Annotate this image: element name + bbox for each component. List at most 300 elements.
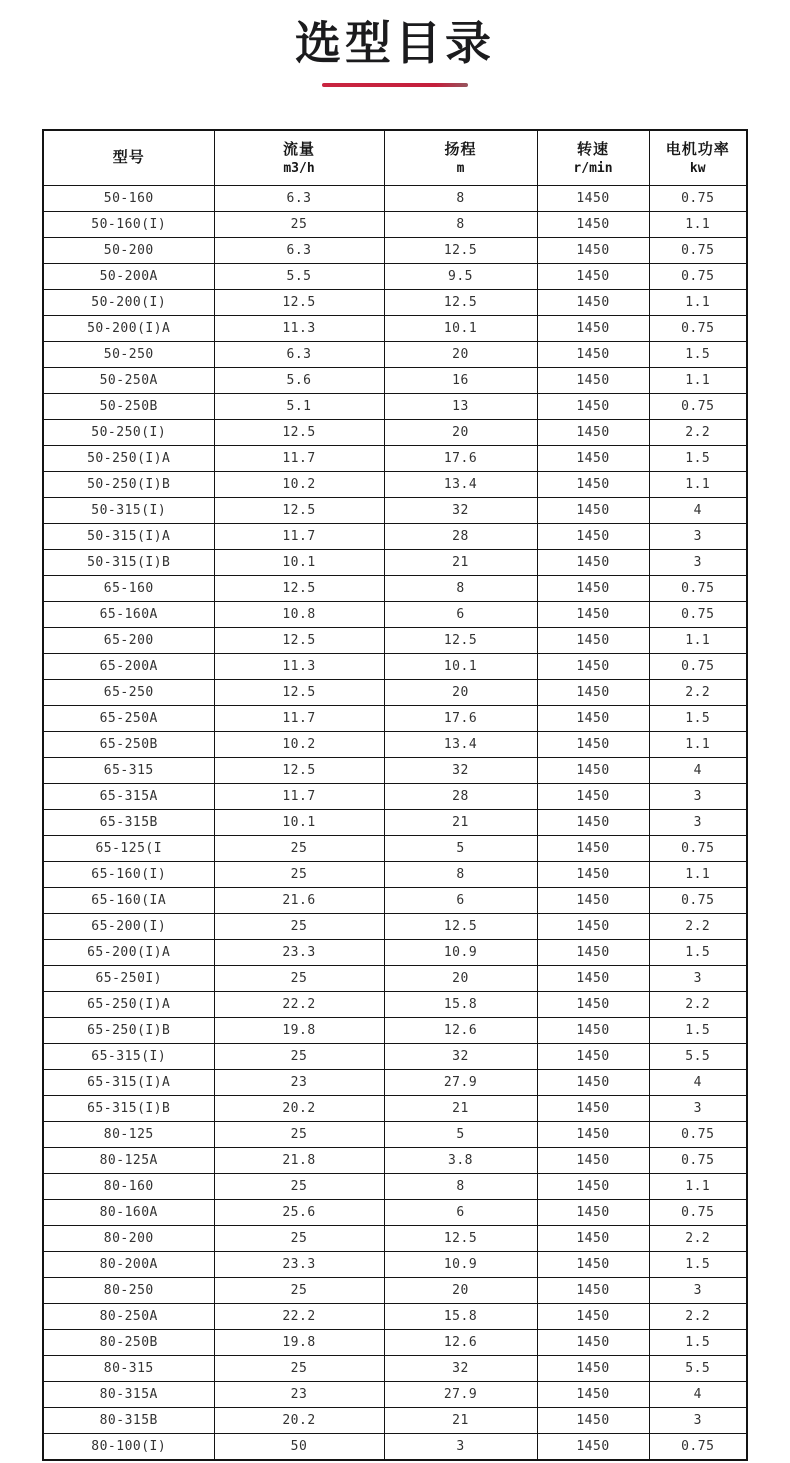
table-cell: 25	[214, 1122, 384, 1148]
table-cell: 16	[384, 368, 537, 394]
table-cell: 1450	[537, 940, 649, 966]
table-cell: 12.5	[384, 290, 537, 316]
table-cell: 10.9	[384, 940, 537, 966]
table-cell: 1.1	[649, 212, 747, 238]
table-cell: 19.8	[214, 1330, 384, 1356]
table-cell: 13.4	[384, 472, 537, 498]
table-cell: 1450	[537, 1044, 649, 1070]
table-cell: 10.1	[214, 810, 384, 836]
column-header-4	[537, 130, 649, 186]
table-cell: 65-315A	[43, 784, 214, 810]
table-cell: 65-315B	[43, 810, 214, 836]
table-cell: 5	[384, 836, 537, 862]
table-cell: 1450	[537, 420, 649, 446]
column-label: 转速	[576, 140, 609, 158]
table-cell: 1450	[537, 368, 649, 394]
table-cell: 8	[384, 576, 537, 602]
table-row	[43, 1434, 747, 1461]
table-cell: 1450	[537, 1122, 649, 1148]
column-header-3	[384, 130, 537, 186]
table-cell: 12.5	[384, 914, 537, 940]
table-cell: 3	[384, 1434, 537, 1461]
table-cell: 1450	[537, 1408, 649, 1434]
table-cell: 1450	[537, 316, 649, 342]
table-body	[43, 186, 747, 1461]
table-cell: 1450	[537, 1330, 649, 1356]
table-cell: 2.2	[649, 914, 747, 940]
table-row	[43, 186, 747, 212]
table-row	[43, 810, 747, 836]
table-cell: 1.5	[649, 342, 747, 368]
table-cell: 50-250(I)B	[43, 472, 214, 498]
table-cell: 17.6	[384, 446, 537, 472]
table-cell: 4	[649, 498, 747, 524]
table-cell: 80-100(I)	[43, 1434, 214, 1461]
table-cell: 12.5	[384, 628, 537, 654]
table-cell: 0.75	[649, 264, 747, 290]
table-cell: 65-250A	[43, 706, 214, 732]
table-row	[43, 654, 747, 680]
table-cell: 1450	[537, 290, 649, 316]
table-cell: 65-200(I)	[43, 914, 214, 940]
table-row	[43, 394, 747, 420]
table-cell: 6.3	[214, 342, 384, 368]
table-cell: 80-315	[43, 1356, 214, 1382]
table-cell: 65-160(IA	[43, 888, 214, 914]
table-row	[43, 966, 747, 992]
table-cell: 1450	[537, 914, 649, 940]
table-row	[43, 342, 747, 368]
table-cell: 1.5	[649, 1252, 747, 1278]
table-cell: 5.1	[214, 394, 384, 420]
table-cell: 50	[214, 1434, 384, 1461]
table-cell: 23	[214, 1070, 384, 1096]
table-cell: 1450	[537, 342, 649, 368]
table-cell: 8	[384, 212, 537, 238]
table-cell: 65-200	[43, 628, 214, 654]
table-cell: 23.3	[214, 940, 384, 966]
table-row	[43, 264, 747, 290]
table-cell: 1450	[537, 706, 649, 732]
table-cell: 3	[649, 1408, 747, 1434]
title-underline-decoration	[322, 83, 468, 87]
table-cell: 65-160	[43, 576, 214, 602]
table-cell: 65-315(I)A	[43, 1070, 214, 1096]
table-cell: 21	[384, 1096, 537, 1122]
table-cell: 3	[649, 524, 747, 550]
table-row	[43, 316, 747, 342]
table-cell: 1450	[537, 862, 649, 888]
table-cell: 1450	[537, 966, 649, 992]
table-cell: 5.5	[649, 1044, 747, 1070]
table-row	[43, 888, 747, 914]
table-row	[43, 498, 747, 524]
table-row	[43, 1278, 747, 1304]
table-cell: 5.6	[214, 368, 384, 394]
table-cell: 5.5	[214, 264, 384, 290]
table-row	[43, 1148, 747, 1174]
table-cell: 65-250(I)B	[43, 1018, 214, 1044]
table-row	[43, 940, 747, 966]
table-cell: 15.8	[384, 1304, 537, 1330]
table-cell: 10.2	[214, 732, 384, 758]
table-cell: 2.2	[649, 1304, 747, 1330]
table-cell: 12.5	[214, 576, 384, 602]
table-cell: 19.8	[214, 1018, 384, 1044]
table-cell: 20	[384, 1278, 537, 1304]
table-cell: 50-250(I)A	[43, 446, 214, 472]
table-cell: 1450	[537, 550, 649, 576]
table-cell: 1450	[537, 1278, 649, 1304]
table-cell: 10.2	[214, 472, 384, 498]
table-row	[43, 1252, 747, 1278]
table-cell: 1450	[537, 1018, 649, 1044]
table-cell: 8	[384, 1174, 537, 1200]
table-cell: 2.2	[649, 420, 747, 446]
table-row	[43, 576, 747, 602]
table-cell: 65-200(I)A	[43, 940, 214, 966]
table-cell: 25	[214, 1226, 384, 1252]
table-cell: 15.8	[384, 992, 537, 1018]
table-cell: 1.5	[649, 446, 747, 472]
table-row	[43, 212, 747, 238]
table-cell: 80-160	[43, 1174, 214, 1200]
table-cell: 80-250	[43, 1278, 214, 1304]
table-header-row	[43, 130, 747, 186]
table-cell: 1450	[537, 446, 649, 472]
table-cell: 3	[649, 1278, 747, 1304]
table-cell: 25	[214, 1278, 384, 1304]
table-cell: 6.3	[214, 238, 384, 264]
table-cell: 0.75	[649, 836, 747, 862]
table-row	[43, 706, 747, 732]
table-cell: 12.5	[214, 758, 384, 784]
table-row	[43, 1356, 747, 1382]
table-cell: 3	[649, 810, 747, 836]
table-cell: 1450	[537, 992, 649, 1018]
table-cell: 20.2	[214, 1408, 384, 1434]
table-cell: 5.5	[649, 1356, 747, 1382]
table-cell: 1450	[537, 498, 649, 524]
table-cell: 27.9	[384, 1382, 537, 1408]
table-cell: 65-125(I	[43, 836, 214, 862]
column-header-1	[43, 130, 214, 186]
table-cell: 50-200A	[43, 264, 214, 290]
table-cell: 25	[214, 1356, 384, 1382]
table-cell: 2.2	[649, 1226, 747, 1252]
table-row	[43, 1096, 747, 1122]
table-cell: 23	[214, 1382, 384, 1408]
table-cell: 80-200A	[43, 1252, 214, 1278]
table-cell: 12.6	[384, 1330, 537, 1356]
table-cell: 10.8	[214, 602, 384, 628]
table-cell: 0.75	[649, 654, 747, 680]
table-cell: 22.2	[214, 992, 384, 1018]
table-cell: 21.6	[214, 888, 384, 914]
table-cell: 25	[214, 212, 384, 238]
table-cell: 17.6	[384, 706, 537, 732]
table-row	[43, 1304, 747, 1330]
table-row	[43, 420, 747, 446]
table-cell: 11.7	[214, 784, 384, 810]
table-cell: 80-250B	[43, 1330, 214, 1356]
table-cell: 6.3	[214, 186, 384, 212]
table-cell: 28	[384, 784, 537, 810]
table-cell: 1450	[537, 628, 649, 654]
table-row	[43, 1226, 747, 1252]
table-cell: 20.2	[214, 1096, 384, 1122]
column-unit: kw	[689, 160, 706, 176]
table-cell: 21	[384, 550, 537, 576]
table-cell: 32	[384, 1356, 537, 1382]
table-cell: 25	[214, 836, 384, 862]
table-row	[43, 1122, 747, 1148]
table-row	[43, 446, 747, 472]
table-row	[43, 1018, 747, 1044]
table-cell: 65-160A	[43, 602, 214, 628]
column-unit: m3/h	[283, 160, 315, 176]
table-cell: 80-125	[43, 1122, 214, 1148]
table-cell: 1450	[537, 1148, 649, 1174]
table-cell: 1450	[537, 758, 649, 784]
table-cell: 1450	[537, 576, 649, 602]
table-cell: 0.75	[649, 888, 747, 914]
table-cell: 32	[384, 758, 537, 784]
table-cell: 32	[384, 1044, 537, 1070]
table-row	[43, 1330, 747, 1356]
table-row	[43, 1070, 747, 1096]
selection-catalog-table	[42, 129, 748, 1461]
table-row	[43, 628, 747, 654]
table-cell: 25	[214, 914, 384, 940]
table-cell: 1450	[537, 186, 649, 212]
table-cell: 80-125A	[43, 1148, 214, 1174]
table-cell: 10.9	[384, 1252, 537, 1278]
table-row	[43, 1382, 747, 1408]
table-cell: 1450	[537, 1434, 649, 1461]
table-cell: 1450	[537, 1070, 649, 1096]
column-unit: m	[456, 160, 465, 176]
table-cell: 12.5	[214, 628, 384, 654]
table-cell: 12.5	[214, 498, 384, 524]
table-row	[43, 238, 747, 264]
table-cell: 6	[384, 602, 537, 628]
table-cell: 50-200(I)	[43, 290, 214, 316]
table-cell: 50-250A	[43, 368, 214, 394]
table-cell: 80-315A	[43, 1382, 214, 1408]
table-cell: 65-315(I)	[43, 1044, 214, 1070]
table-cell: 50-160	[43, 186, 214, 212]
table-cell: 27.9	[384, 1070, 537, 1096]
table-cell: 50-200(I)A	[43, 316, 214, 342]
table-cell: 1450	[537, 1174, 649, 1200]
table-cell: 12.5	[384, 238, 537, 264]
table-cell: 1450	[537, 1200, 649, 1226]
table-cell: 50-250	[43, 342, 214, 368]
table-row	[43, 680, 747, 706]
column-label: 扬程	[444, 140, 477, 158]
table-cell: 12.5	[384, 1226, 537, 1252]
table-cell: 1450	[537, 1252, 649, 1278]
table-row	[43, 784, 747, 810]
table-cell: 3	[649, 966, 747, 992]
table-cell: 11.3	[214, 654, 384, 680]
table-cell: 3	[649, 1096, 747, 1122]
table-cell: 13	[384, 394, 537, 420]
table-cell: 1450	[537, 1356, 649, 1382]
table-cell: 3	[649, 550, 747, 576]
table-cell: 80-200	[43, 1226, 214, 1252]
table-cell: 25	[214, 862, 384, 888]
table-row	[43, 472, 747, 498]
table-cell: 4	[649, 758, 747, 784]
table-cell: 1450	[537, 472, 649, 498]
table-cell: 50-200	[43, 238, 214, 264]
table-cell: 0.75	[649, 394, 747, 420]
table-cell: 11.7	[214, 524, 384, 550]
table-cell: 65-315	[43, 758, 214, 784]
table-cell: 13.4	[384, 732, 537, 758]
table-row	[43, 1408, 747, 1434]
table-cell: 3	[649, 784, 747, 810]
table-row	[43, 290, 747, 316]
table-cell: 25	[214, 966, 384, 992]
table-cell: 1450	[537, 732, 649, 758]
table-cell: 1450	[537, 238, 649, 264]
table-cell: 1450	[537, 836, 649, 862]
table-cell: 0.75	[649, 576, 747, 602]
table-cell: 1450	[537, 654, 649, 680]
table-cell: 3.8	[384, 1148, 537, 1174]
table-cell: 0.75	[649, 1148, 747, 1174]
table-cell: 1450	[537, 810, 649, 836]
table-cell: 1.1	[649, 290, 747, 316]
table-cell: 6	[384, 888, 537, 914]
table-cell: 50-315(I)B	[43, 550, 214, 576]
table-cell: 2.2	[649, 680, 747, 706]
table-cell: 0.75	[649, 1434, 747, 1461]
table-cell: 65-250	[43, 680, 214, 706]
table-cell: 1450	[537, 1382, 649, 1408]
table-cell: 65-200A	[43, 654, 214, 680]
table-cell: 28	[384, 524, 537, 550]
table-cell: 80-250A	[43, 1304, 214, 1330]
table-cell: 21.8	[214, 1148, 384, 1174]
table-cell: 20	[384, 680, 537, 706]
table-cell: 1450	[537, 602, 649, 628]
table-cell: 0.75	[649, 238, 747, 264]
table-cell: 10.1	[214, 550, 384, 576]
table-cell: 1450	[537, 524, 649, 550]
table-cell: 1450	[537, 1304, 649, 1330]
table-cell: 0.75	[649, 1122, 747, 1148]
table-cell: 5	[384, 1122, 537, 1148]
table-cell: 1450	[537, 888, 649, 914]
table-cell: 1.1	[649, 368, 747, 394]
table-cell: 1.5	[649, 1330, 747, 1356]
table-cell: 32	[384, 498, 537, 524]
table-row	[43, 550, 747, 576]
table-cell: 65-250(I)A	[43, 992, 214, 1018]
column-unit: r/min	[573, 160, 613, 176]
table-cell: 25.6	[214, 1200, 384, 1226]
table-cell: 22.2	[214, 1304, 384, 1330]
table-cell: 50-250B	[43, 394, 214, 420]
table-cell: 1450	[537, 394, 649, 420]
table-cell: 1450	[537, 1226, 649, 1252]
table-cell: 1.5	[649, 706, 747, 732]
table-row	[43, 1200, 747, 1226]
table-cell: 0.75	[649, 186, 747, 212]
table-cell: 10.1	[384, 654, 537, 680]
table-cell: 12.5	[214, 420, 384, 446]
table-cell: 1.1	[649, 1174, 747, 1200]
table-cell: 1.5	[649, 1018, 747, 1044]
table-row	[43, 524, 747, 550]
table-cell: 1450	[537, 680, 649, 706]
table-cell: 6	[384, 1200, 537, 1226]
table-cell: 1450	[537, 1096, 649, 1122]
table-cell: 20	[384, 966, 537, 992]
column-label: 型号	[112, 149, 145, 166]
table-cell: 0.75	[649, 1200, 747, 1226]
table-cell: 10.1	[384, 316, 537, 342]
table-cell: 80-315B	[43, 1408, 214, 1434]
table-cell: 4	[649, 1070, 747, 1096]
table-cell: 11.7	[214, 706, 384, 732]
table-cell: 2.2	[649, 992, 747, 1018]
table-cell: 11.3	[214, 316, 384, 342]
table-cell: 0.75	[649, 316, 747, 342]
table-cell: 1450	[537, 212, 649, 238]
table-cell: 1.1	[649, 628, 747, 654]
table-row	[43, 602, 747, 628]
table-cell: 12.5	[214, 290, 384, 316]
table-cell: 1.1	[649, 732, 747, 758]
table-row	[43, 1044, 747, 1070]
table-cell: 20	[384, 342, 537, 368]
table-row	[43, 914, 747, 940]
table-cell: 4	[649, 1382, 747, 1408]
table-row	[43, 862, 747, 888]
table-cell: 65-315(I)B	[43, 1096, 214, 1122]
column-header-2	[214, 130, 384, 186]
table-cell: 8	[384, 862, 537, 888]
column-header-5	[649, 130, 747, 186]
page-title: 选型目录	[295, 17, 495, 69]
table-cell: 65-250I)	[43, 966, 214, 992]
table-cell: 80-160A	[43, 1200, 214, 1226]
table-cell: 25	[214, 1174, 384, 1200]
table-cell: 23.3	[214, 1252, 384, 1278]
table-cell: 9.5	[384, 264, 537, 290]
table-cell: 21	[384, 1408, 537, 1434]
table-cell: 21	[384, 810, 537, 836]
table-cell: 20	[384, 420, 537, 446]
table-row	[43, 992, 747, 1018]
table-cell: 65-160(I)	[43, 862, 214, 888]
column-label: 流量	[282, 140, 315, 158]
table-cell: 12.6	[384, 1018, 537, 1044]
table-cell: 50-315(I)A	[43, 524, 214, 550]
table-cell: 50-250(I)	[43, 420, 214, 446]
table-row	[43, 732, 747, 758]
table-cell: 50-315(I)	[43, 498, 214, 524]
table-cell: 1.1	[649, 862, 747, 888]
table-cell: 8	[384, 186, 537, 212]
table-row	[43, 1174, 747, 1200]
table-cell: 1.1	[649, 472, 747, 498]
